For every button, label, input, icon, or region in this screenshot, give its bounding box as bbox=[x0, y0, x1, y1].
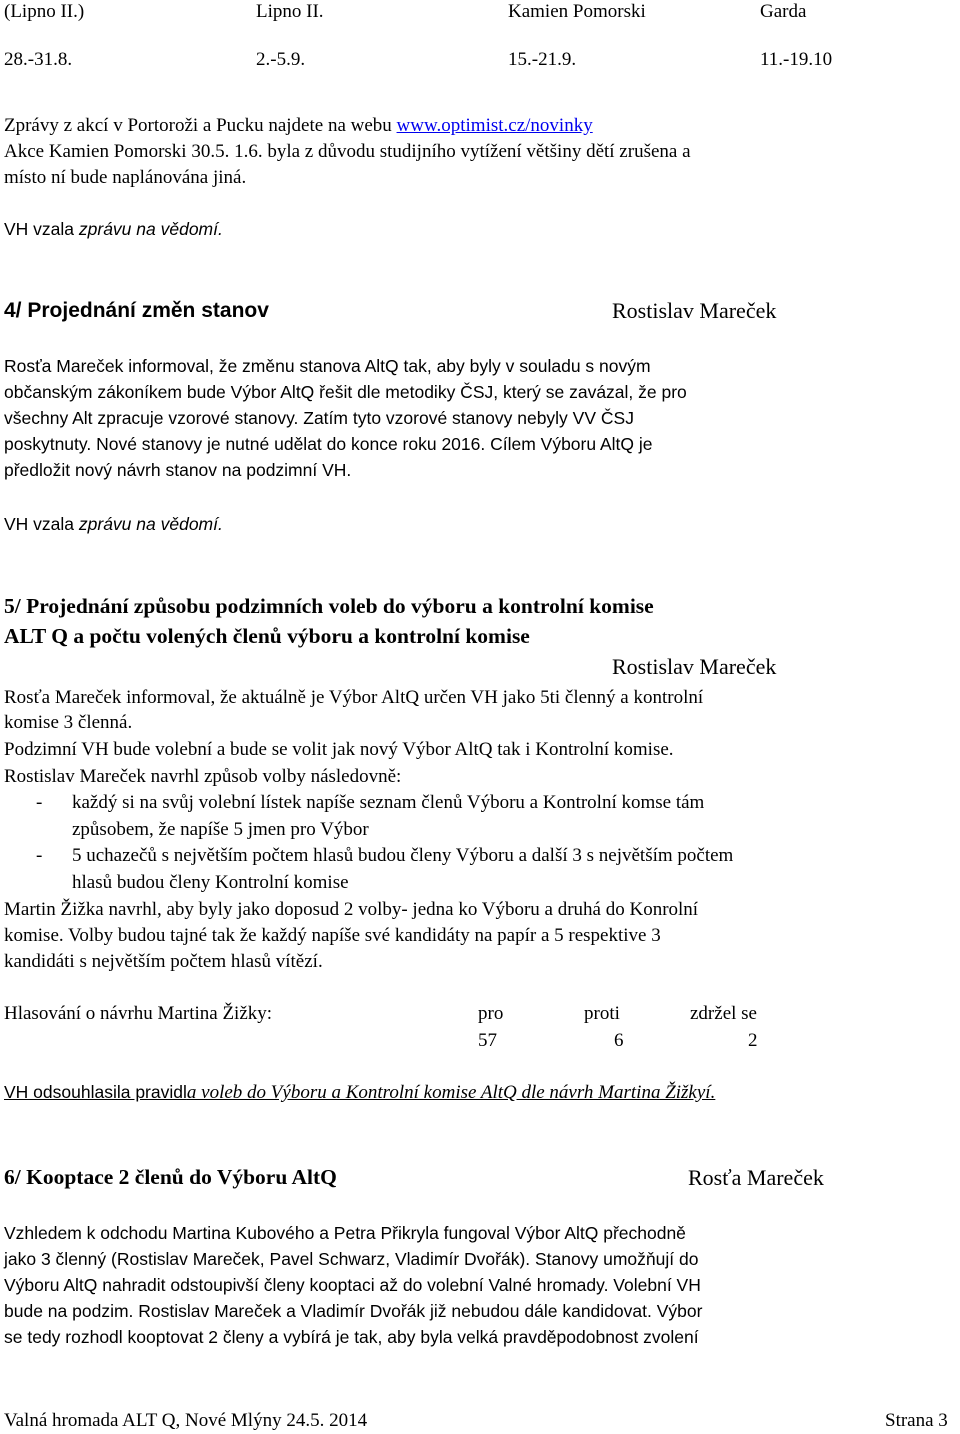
section-5-presenter: Rostislav Mareček bbox=[612, 654, 777, 679]
section-4-note bbox=[4, 516, 223, 534]
event-date: 15.-21.9. bbox=[508, 49, 577, 70]
event-date: 2.-5.9. bbox=[256, 49, 306, 70]
bullet-line: každý si na svůj volební lístek napíše seznam členů Výboru a Kontrolní komse tám bbox=[72, 792, 705, 813]
kamien-line: Akce Kamien Pomorski 30.5. 1.6. byla z důvodu studijního vytížení většiny dětí zrušena a bbox=[4, 141, 691, 162]
paragraph-line: Rostislav Mareček navrhl způsob volby následovně: bbox=[4, 766, 402, 787]
bullet-dash: - bbox=[36, 792, 43, 813]
result-italic: a voleb do Výboru a Kontrolní komise AltQ dle návrh Martina Žižkyí. bbox=[186, 1082, 716, 1103]
paragraph-line: Podzimní VH bude volební a bude se volit jak nový Výbor AltQ tak i Kontrolní komise. bbox=[4, 739, 674, 760]
paragraph-line: kandidáti s největším počtem hlasů vítězí. bbox=[4, 951, 323, 972]
paragraph-line: Rosťa Mareček informoval, že změnu stanova AltQ tak, aby byly v souladu s novým bbox=[4, 356, 651, 376]
event-date: 11.-19.10 bbox=[760, 49, 833, 70]
vote-result bbox=[4, 1083, 715, 1102]
vote-value-abstain: 2 bbox=[748, 1030, 758, 1051]
footer-left: Valná hromada ALT Q, Nové Mlýny 24.5. 2014 bbox=[4, 1410, 368, 1431]
vote-value-for: 57 bbox=[478, 1030, 497, 1051]
paragraph-line: bude na podzim. Rostislav Mareček a Vladimír Dvořák již nebudou dále kandidovat. Výbor bbox=[4, 1301, 703, 1321]
paragraph-line: poskytnuty. Nové stanovy je nutné udělat do konce roku 2016. Cílem Výboru AltQ je bbox=[4, 434, 653, 454]
event-place: (Lipno II.) bbox=[4, 1, 85, 22]
paragraph-line: Výboru AltQ nahradit odstoupivší členy kooptaci až do volební Valné hromady. Volební VH bbox=[4, 1275, 701, 1295]
bullet-dash: - bbox=[36, 845, 43, 866]
vote-header-for: pro bbox=[478, 1003, 504, 1024]
paragraph-line: Rosťa Mareček informoval, že aktuálně je Výbor AltQ určen VH jako 5ti členný a kontrolní bbox=[4, 687, 704, 708]
footer-page-number: Strana 3 bbox=[885, 1410, 948, 1431]
note-acknowledged bbox=[4, 221, 223, 239]
paragraph-line: občanským zákoníkem bude Výbor AltQ řešit dle metodiky ČSJ, který se zavázal, že pro bbox=[4, 382, 687, 402]
paragraph-line: jako 3 členný (Rostislav Mareček, Pavel Schwarz, Vladimír Dvořák). Stanovy umožňují do bbox=[4, 1249, 699, 1269]
section-4-heading: 4/ Projednání změn stanov bbox=[4, 299, 269, 322]
paragraph-line: Vzhledem k odchodu Martina Kubového a Petra Přikryla fungoval Výbor AltQ přechodně bbox=[4, 1223, 686, 1243]
note-italic: zprávu na vědomí. bbox=[78, 219, 223, 239]
event-place: Kamien Pomorski bbox=[508, 1, 646, 22]
portoroz-text: Zprávy z akcí v Portoroži a Pucku najdete na webu bbox=[4, 115, 397, 136]
bullet-line: způsobem, že napíše 5 jmen pro Výbor bbox=[72, 819, 369, 840]
note-plain: VH vzala bbox=[4, 219, 79, 239]
section-6-presenter: Rosťa Mareček bbox=[688, 1165, 824, 1190]
note-plain: VH vzala bbox=[4, 514, 79, 534]
vote-header-abstain: zdržel se bbox=[690, 1003, 757, 1024]
event-date: 28.-31.8. bbox=[4, 49, 73, 70]
event-place: Garda bbox=[760, 1, 807, 22]
paragraph-line: komise. Volby budou tajné tak že každý napíše své kandidáty na papír a 5 respektive 3 bbox=[4, 925, 661, 946]
paragraph-line: všechny Alt zpracuje vzorové stanovy. Zatím tyto vzorové stanovy nebyly VV ČSJ bbox=[4, 408, 634, 428]
bullet-line: hlasů budou členy Kontrolní komise bbox=[72, 872, 349, 893]
section-5-heading-line-1: 5/ Projednání způsobu podzimních voleb do výboru a kontrolní komise bbox=[4, 594, 654, 618]
paragraph-line: předložit nový návrh stanov na podzimní VH. bbox=[4, 460, 352, 480]
paragraph-line: Martin Žižka navrhl, aby byly jako doposud 2 volby- jedna ko Výboru a druhá do Konrolní bbox=[4, 899, 699, 920]
paragraph-line: komise 3 členná. bbox=[4, 712, 133, 733]
event-place: Lipno II. bbox=[256, 1, 324, 22]
paragraph-line: se tedy rozhodl kooptovat 2 členy a vybírá je tak, aby byla velká pravděpodobnost zvolení bbox=[4, 1327, 699, 1347]
note-italic: zprávu na vědomí. bbox=[78, 514, 223, 534]
section-6-heading: 6/ Kooptace 2 členů do Výboru AltQ bbox=[4, 1165, 337, 1189]
bullet-line: 5 uchazečů s největším počtem hlasů budou členy Výboru a další 3 s největším počtem bbox=[72, 845, 734, 866]
result-plain: VH odsouhlasila pravidl bbox=[4, 1082, 187, 1102]
vote-header-against: proti bbox=[584, 1003, 620, 1024]
section-4-presenter: Rostislav Mareček bbox=[612, 298, 777, 323]
section-5-heading-line-2: ALT Q a počtu volených členů výboru a kontrolní komise bbox=[4, 624, 530, 648]
optimist-link[interactable]: www.optimist.cz/novinky bbox=[396, 115, 593, 136]
portoroz-line bbox=[4, 116, 593, 135]
vote-label: Hlasování o návrhu Martina Žižky: bbox=[4, 1003, 273, 1024]
vote-value-against: 6 bbox=[614, 1030, 624, 1051]
kamien-line-2: místo ní bude naplánována jiná. bbox=[4, 167, 247, 188]
